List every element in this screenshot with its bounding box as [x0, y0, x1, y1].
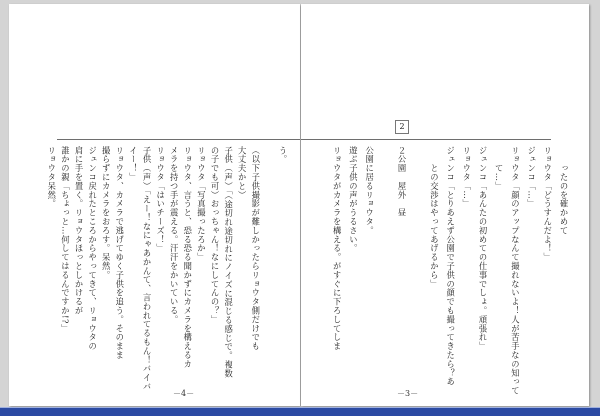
script-line: リョウタ「顔のアップなんて撮れないよ！人が苦手なの知って: [510, 146, 521, 396]
script-line: ジュンコ「とりあえず公園で子供の顔でも撮ってきたら？あ: [445, 146, 456, 387]
script-line: 遊ぶ子供の声がうるさい。: [348, 146, 359, 253]
chapter-number-box: 2: [395, 120, 409, 134]
script-line: との交渉はやってあげるから」: [429, 146, 440, 289]
script-line: リョウタ呆然。: [46, 146, 57, 209]
script-line: て…」: [494, 146, 505, 191]
script-line: 子供（声）「えー！なにゃあかんて、言われてるもん！バイバ: [142, 146, 152, 392]
script-line: の子でも可）おっちゃん！なにしてんの？」: [210, 146, 220, 324]
script-line: う。: [278, 146, 288, 164]
script-line: ジュンコ戻れたところからやってきて、リョウタの: [87, 146, 98, 351]
page-number: －4－: [173, 389, 195, 398]
page-number: －3－: [397, 389, 419, 398]
script-line: イー！」: [128, 146, 139, 182]
script-line: リョウタ「…」: [461, 146, 472, 209]
page-divider-line: [301, 139, 551, 140]
script-line: リョウタ、カメラで逃げてゆく子供を追う。そのまま: [114, 146, 125, 360]
script-line: ２公園 屋外 昼: [397, 146, 407, 218]
script-line: リョウタ「はいチーズ！」: [155, 146, 166, 253]
script-line: ジュンコ「あんたの初めての仕事でしょ。頑張れ」: [478, 146, 488, 351]
script-line: 子供（声）「（途切れ途切れにノイズに混じる感じで。複数: [223, 146, 234, 378]
script-line: リョウタがカメラを構える。がすぐに下ろしてしま: [332, 146, 343, 351]
script-line: 大丈夫かと）: [237, 146, 248, 200]
script-line: 誰かの親「ちょっと…何してはるんですか!?」: [60, 146, 71, 333]
script-line: 公園に居るリョウタ。: [364, 146, 375, 235]
script-line: ったのを確かめて: [559, 146, 569, 235]
script-line: 撮らずにカメラをおろす。呆然。: [101, 146, 112, 280]
page-divider-line: [57, 139, 300, 140]
script-line: リョウタ「写真撮ったろか」: [196, 146, 207, 262]
page-4: [9, 4, 300, 406]
script-line: メラを持つ手が震える。汗汗をかいている。: [169, 146, 180, 324]
script-line: ジュンコ「…」: [526, 146, 537, 209]
script-line: リョウタ「どうすんだよ！」: [542, 146, 553, 262]
script-line: （以下子供撮影が難しかったらリョウタ側だけでも: [250, 146, 261, 351]
script-line: 肩に手を置く。リョウタほっとしかけるが: [74, 146, 84, 316]
script-line: リョウタ、言うと、恐る恐る聞かずにカメラを構えるカ: [182, 146, 193, 369]
page-3: [301, 4, 589, 406]
